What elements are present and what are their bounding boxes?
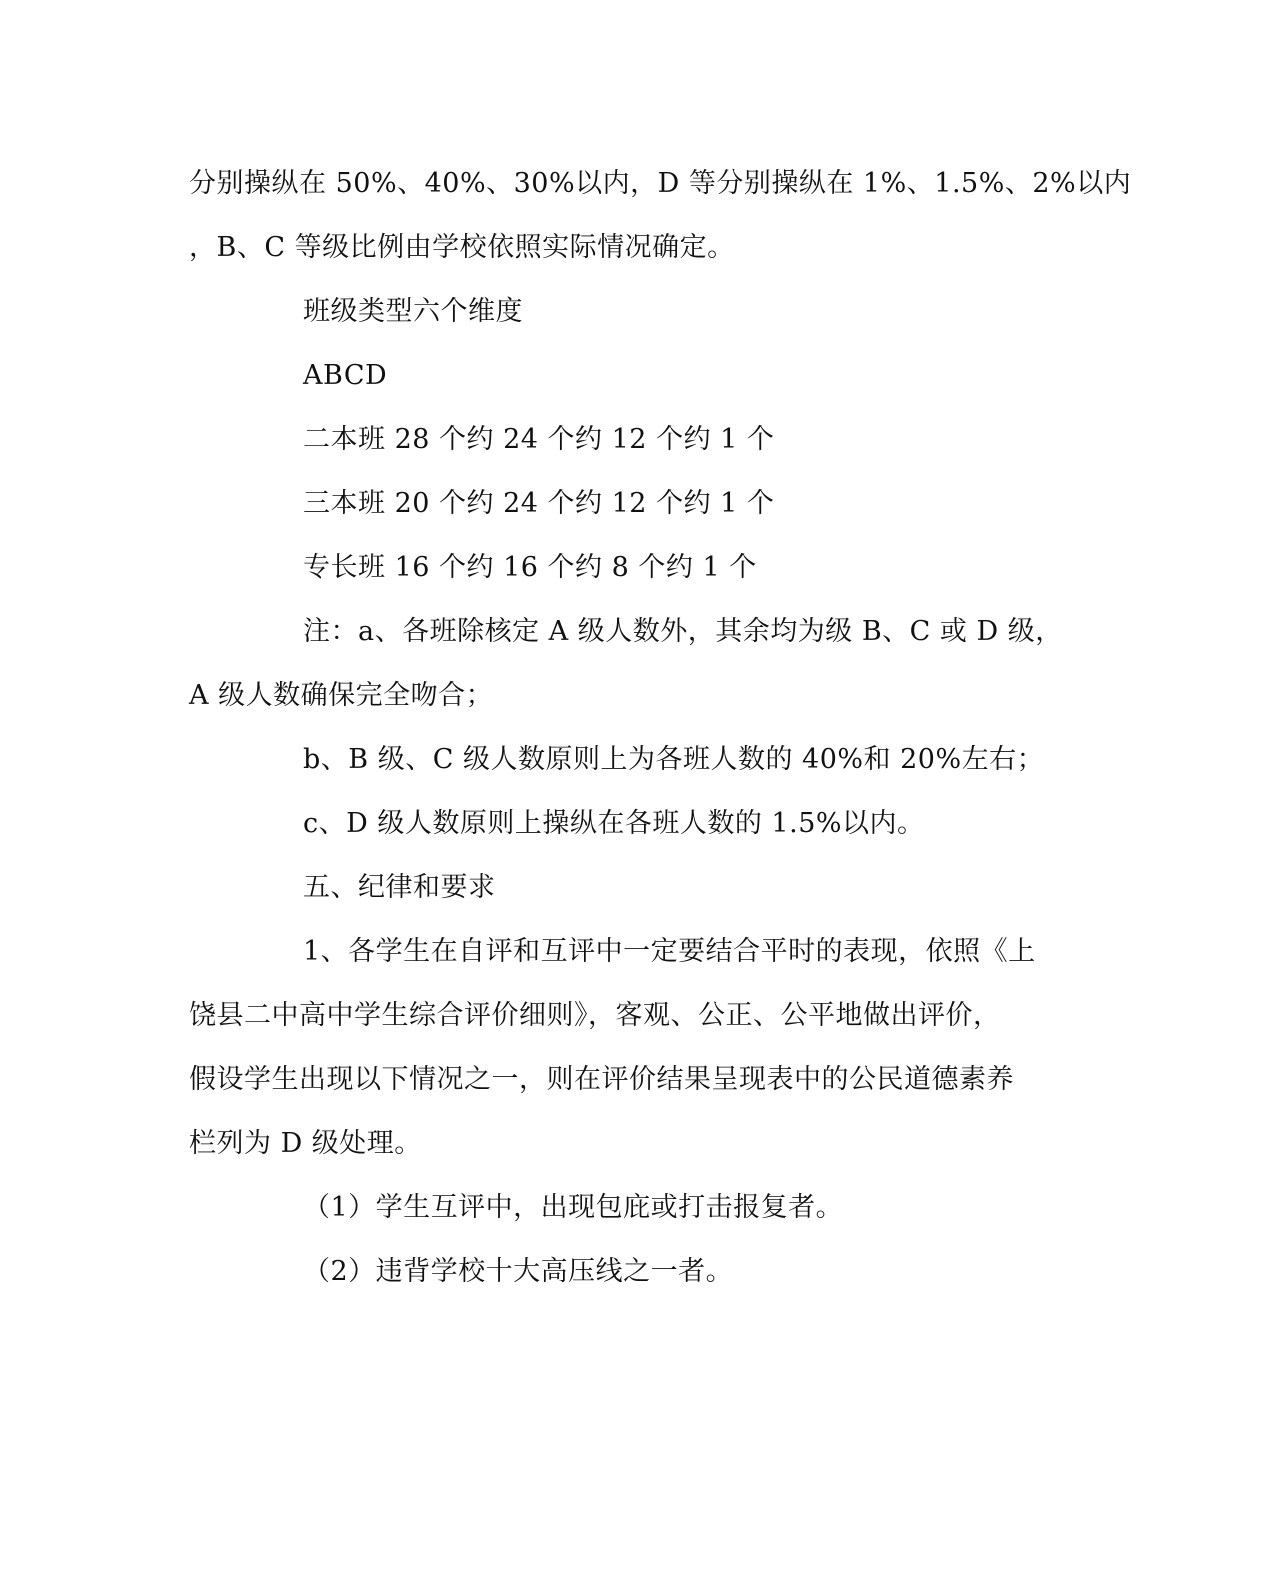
list-item-2: （2）违背学校十大高压线之一者。 <box>303 1256 734 1287</box>
text-line-2: ，B、C 等级比例由学校依照实际情况确定。 <box>189 232 735 263</box>
paragraph-1-line-4: 栏列为 D 级处理。 <box>189 1128 422 1159</box>
section-heading: 班级类型六个维度 <box>303 296 523 327</box>
paragraph-1-line-2: 饶县二中高中学生综合评价细则》，客观、公正、公平地做出评价， <box>189 1000 1001 1031</box>
class-row-zhuanchang: 专长班 16 个约 16 个约 8 个约 1 个 <box>303 552 757 583</box>
text-line-1: 分别操纵在 50%、40%、30%以内，D 等分别操纵在 1%、1.5%、2%以内 <box>189 168 1132 199</box>
class-row-erben: 二本班 28 个约 24 个约 12 个约 1 个 <box>303 424 775 455</box>
note-a-cont: A 级人数确保完全吻合； <box>189 680 494 711</box>
class-row-sanben: 三本班 20 个约 24 个约 12 个约 1 个 <box>303 488 775 519</box>
paragraph-1-line-3: 假设学生出现以下情况之一，则在评价结果呈现表中的公民道德素养 <box>189 1064 1014 1095</box>
list-item-1: （1）学生互评中，出现包庇或打击报复者。 <box>303 1192 844 1223</box>
note-b: b、B 级、C 级人数原则上为各班人数的 40%和 20%左右； <box>303 744 1045 775</box>
paragraph-1-line-1: 1、各学生在自评和互评中一定要结合平时的表现，依照《上 <box>303 936 1036 967</box>
grade-header: ABCD <box>303 360 388 391</box>
note-c: c、D 级人数原则上操纵在各班人数的 1.5%以内。 <box>303 808 925 839</box>
note-a: 注：a、各班除核定 A 级人数外，其余均为级 B、C 或 D 级， <box>303 616 1063 647</box>
section-five-heading: 五、纪律和要求 <box>303 872 496 903</box>
